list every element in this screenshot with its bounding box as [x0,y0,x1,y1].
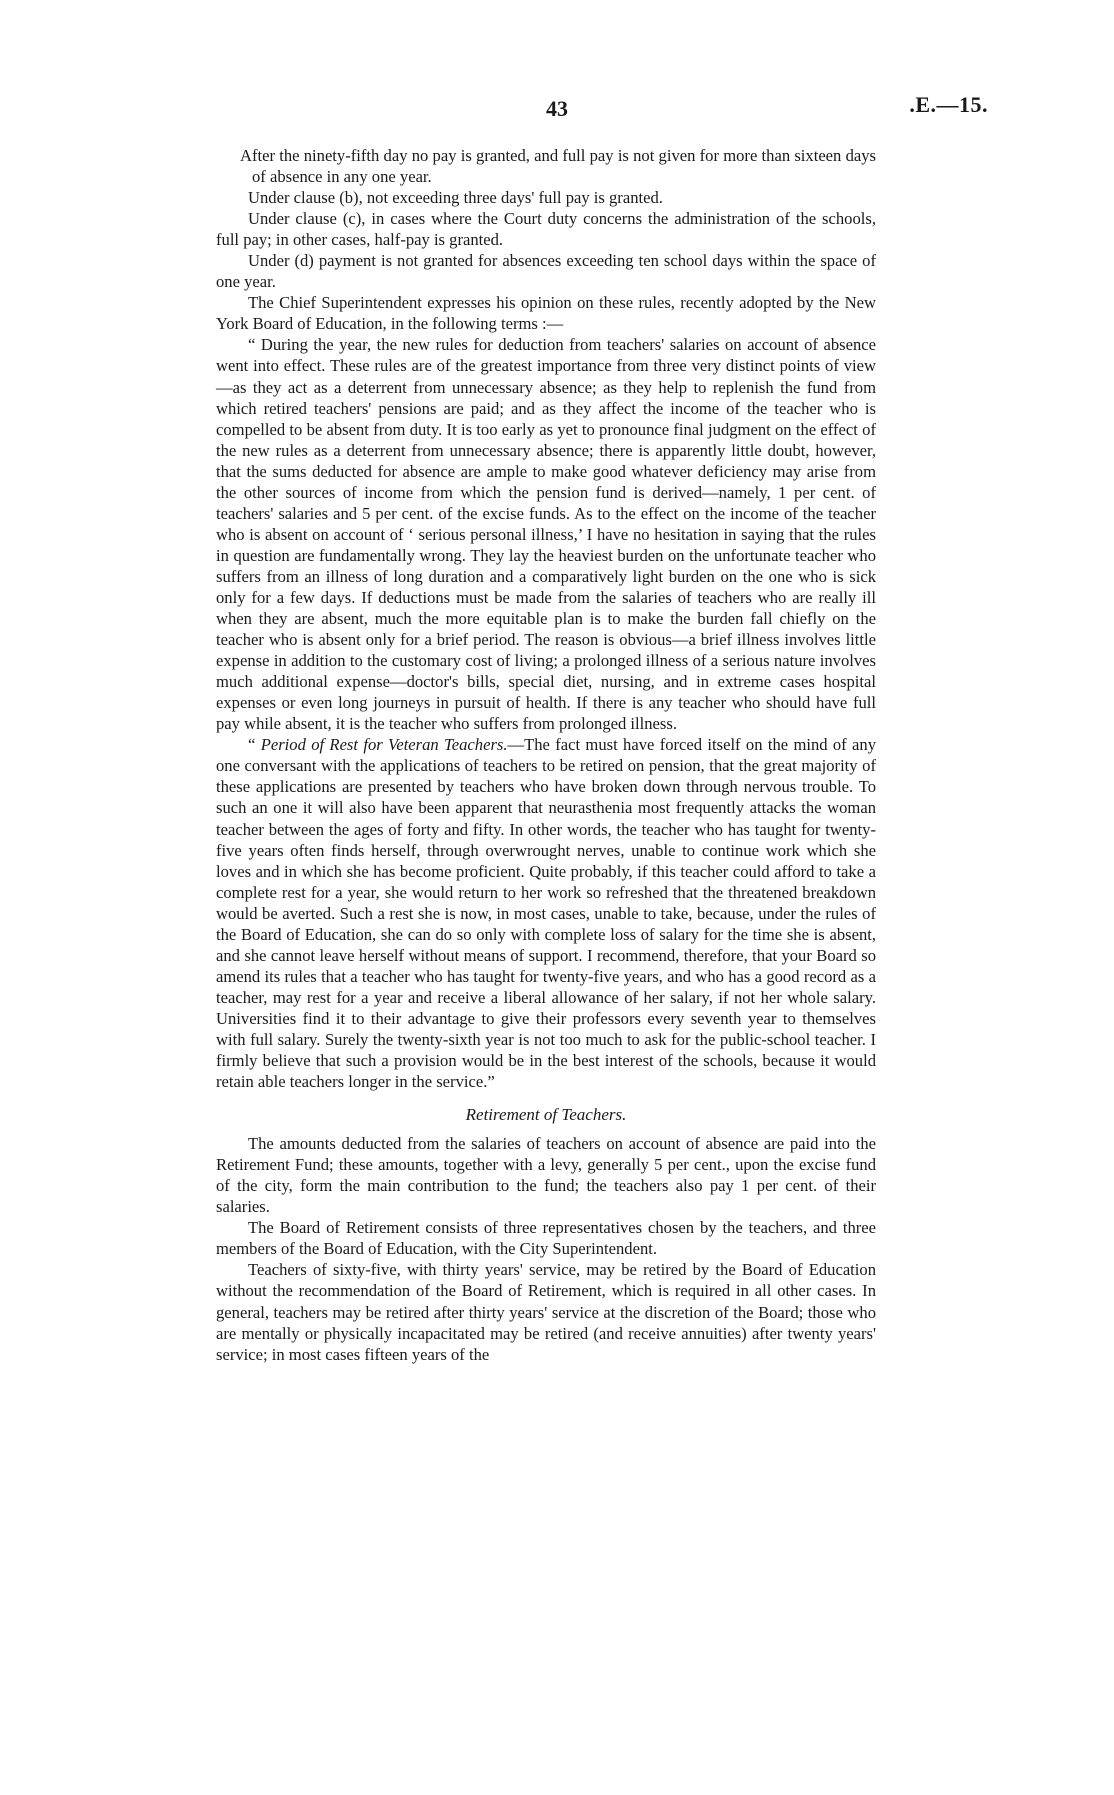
document-reference: .E.—15. [909,92,988,117]
paragraph: After the ninety-fifth day no pay is granted, and full pay is not given for more than sixteen days of absence in any one year. [240,146,876,187]
paragraph: Under clause (b), not exceeding three days' full pay is granted. [248,188,663,208]
body-text [216,145,876,1365]
veteran-text: —The fact must have forced itself on the mind of any one conversant with the applications of teachers to be retired on pension, that the great majority of these applications are presented by teachers who have broken down through nervous trouble. To such an one it will also have been apparent that neurasthenia most frequently attacks the woman teacher between the ages of forty and fifty. In other words, the teacher who has taught for twenty-five years often finds herself, through overwrought nerves, unable to continue work which she loves and in which she has become proficient. Quite probably, if this teacher could afford to take a complete rest for a year, she would return to her work so refreshed that the threatened breakdown would be averted. Such a rest she is now, in most cases, unable to take, because, under the rules of the Board of Education, she can do so only with complete loss of salary for the time she is absent, and she cannot leave herself without means of support. I recommend, therefore, that your Board so amend its rules that a teacher who has taught for twenty-five years, and who has a good record as a teacher, may rest for a year and receive a liberal allowance of her salary, if not her whole salary. Universities find it to their advantage to give their professors every seventh year to themselves with full salary. Surely the twenty-sixth year is not too much to ask for the public-school teacher. I firmly believe that such a provision would be in the best interest of the schools, because it would retain able teachers longer in the service.” [216,735,876,1092]
paragraph: The amounts deducted from the salaries of teachers on account of absence are paid into the Retirement Fund; these amounts, together with a levy, generally 5 per cent., upon the excise fund of the city, form the main contribution to the fund; the teachers also pay 1 per cent. of their salaries. [216,1134,876,1217]
veteran-title: Period of Rest for Veteran Teachers. [260,735,508,755]
paragraph: Under (d) payment is not granted for absences exceeding ten school days within the space of one year. [216,251,876,292]
veteran-paragraph [216,734,876,1092]
quoted-paragraph: “ During the year, the new rules for deduction from teachers' salaries on account of absence went into effect. These rules are of the greatest importance from three very distinct points of view—as they act as a deterrent from unnecessary absence; as they help to replenish the fund from which retired teachers' pensions are paid; and as they affect the income of the teacher who is compelled to be absent from duty. It is too early as yet to pronounce final judgment on the effect of the new rules as a deterrent from unnecessary absence; there is apparently little doubt, however, that the sums deducted for absence are ample to make good whatever deficiency may arise from the other sources of income from which the pension fund is derived—namely, 1 per cent. of teachers' salaries and 5 per cent. of the excise funds. As to the effect on the income of the teacher who is absent on account of ‘ serious personal illness,’ I have no hesitation in saying that the rules in question are fundamentally wrong. They lay the heaviest burden on the unfortunate teacher who suffers from an illness of long duration and a comparatively light burden on the one who is sick only for a few days. If deductions must be made from the salaries of teachers who are really ill when they are absent, much the more equitable plan is to make the burden fall chiefly on the teacher who is absent only for a brief period. The reason is obvious—a brief illness involves little expense in addition to the customary cost of living; a prolonged illness of a serious nature involves much additional expense—doctor's bills, special diet, nursing, and in extreme cases hospital expenses or even long journeys in pursuit of health. If there is any teacher who should have full pay while absent, it is the teacher who suffers from prolonged illness. [216,335,876,734]
page-number: 43 [546,96,568,121]
paragraph: Teachers of sixty-five, with thirty years' service, may be retired by the Board of Education without the recommendation of the Board of Retirement, which is required in all other cases. In general, teachers may be retired after thirty years' service at the discretion of the Board; those who are mentally or physically incapacitated may be retired (and receive annuities) after twenty years' service; in most cases fifteen years of the [216,1260,876,1364]
open-quote: “ [248,735,261,755]
paragraph: Under clause (c), in cases where the Court duty concerns the administration of the schools, full pay; in other cases, half-pay is granted. [216,209,876,250]
paragraph: The Chief Superintendent expresses his opinion on these rules, recently adopted by the New York Board of Education, in the following terms :— [216,293,876,334]
paragraph: The Board of Retirement consists of three representatives chosen by the teachers, and three members of the Board of Education, with the City Superintendent. [216,1218,876,1259]
section-heading: Retirement of Teachers. [465,1105,627,1125]
